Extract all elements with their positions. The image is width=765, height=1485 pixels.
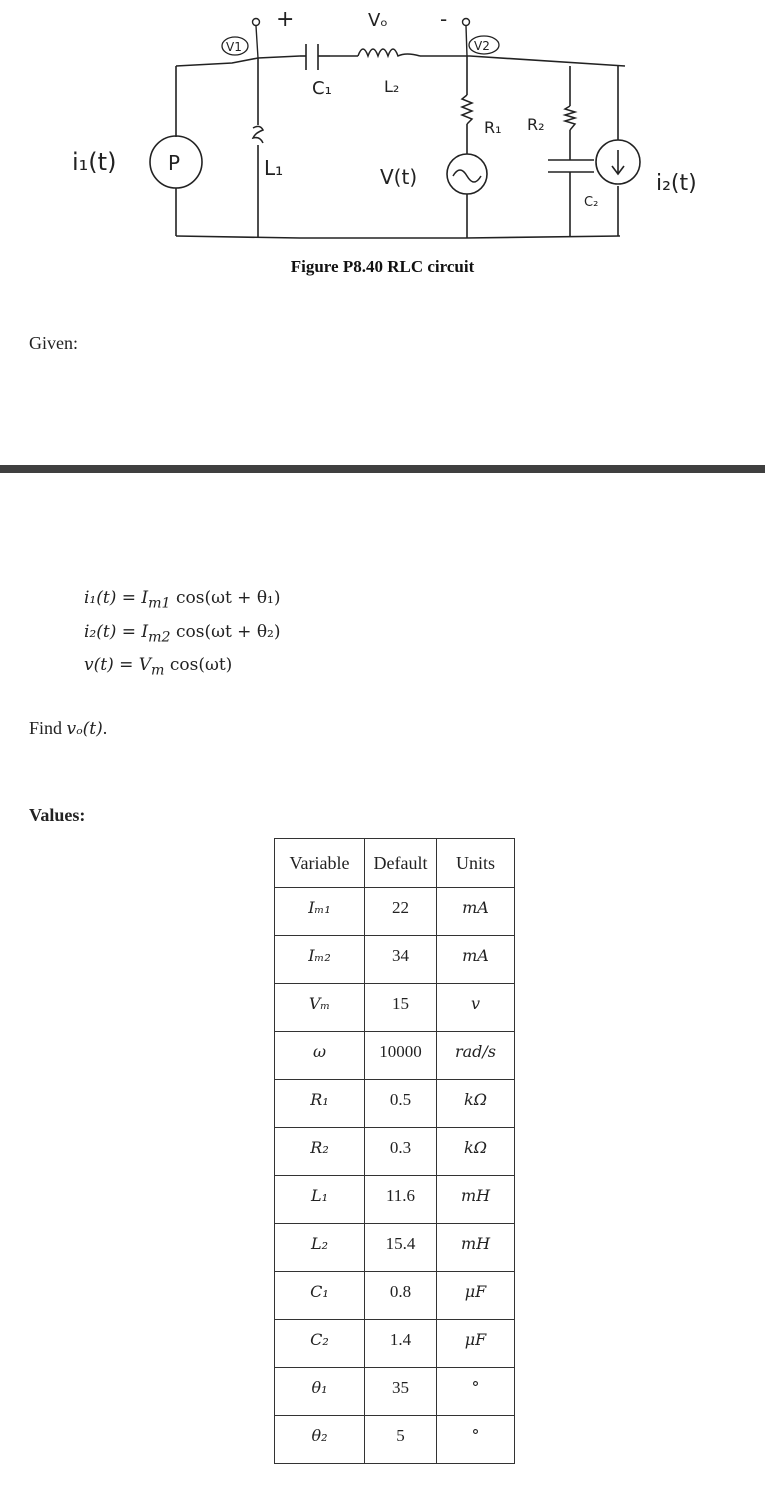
equation-i2: $i_2(t) = I_{m2}$ cos(ωt + θ₂) — [84, 622, 281, 646]
table-row: Iₘ₁ 22 mA — [275, 888, 515, 936]
equation-v: $v(t) = V_m$ cos(ωt) — [84, 655, 233, 679]
label-v2: V2 — [474, 39, 490, 53]
label-minus: - — [440, 7, 448, 31]
label-vt: V(t) — [380, 165, 418, 189]
terminal-minus — [463, 19, 470, 26]
values-label: Values: — [29, 805, 86, 825]
inductor-l1-symbol — [253, 126, 263, 143]
figure-caption: Figure P8.40 RLC circuit — [290, 257, 475, 276]
given-label: Given: — [29, 333, 78, 353]
inductor-l2-symbol — [358, 49, 420, 56]
header-variable: Variable — [275, 839, 365, 888]
arrow-down-icon — [612, 150, 624, 174]
resistor-r2-symbol — [565, 106, 575, 130]
capacitor-c2-symbol — [548, 160, 594, 186]
values-table — [274, 838, 515, 1464]
terminal-plus — [253, 19, 260, 26]
label-r2: R₂ — [527, 115, 545, 134]
table-row: R₁ 0.5 kΩ — [275, 1080, 515, 1128]
wire-top-left — [176, 56, 300, 66]
capacitor-c1-symbol — [300, 44, 330, 70]
section-divider — [0, 465, 765, 473]
label-i1: i₁(t) — [72, 148, 117, 176]
voltage-source-vt — [447, 154, 487, 194]
circuit-figure — [0, 0, 765, 290]
label-p: P — [168, 151, 181, 175]
label-v1: V1 — [226, 40, 242, 54]
label-plus: + — [276, 7, 295, 32]
header-default: Default — [365, 839, 437, 888]
wire-top-right — [420, 56, 625, 66]
resistor-r1-symbol — [462, 95, 472, 124]
label-c1: C₁ — [312, 78, 332, 99]
header-units: Units — [437, 839, 515, 888]
table-row: θ₂ 5 ° — [275, 1416, 515, 1464]
label-c2: C₂ — [584, 195, 599, 210]
find-statement: Find vₒ(t). — [29, 718, 108, 739]
wire-bottom — [176, 236, 620, 238]
table-row: L₁ 11.6 mH — [275, 1176, 515, 1224]
label-l2: L₂ — [384, 77, 400, 96]
table-row: ω 10000 rad/s — [275, 1032, 515, 1080]
label-r1: R₁ — [484, 118, 502, 137]
sine-icon — [453, 170, 481, 182]
equation-i1: $i_1(t) = I_{m1}$ cos(ωt + θ₁) — [84, 588, 281, 612]
label-i2: i₂(t) — [656, 171, 697, 196]
table-header-row — [275, 839, 515, 888]
table-row: C₁ 0.8 μF — [275, 1272, 515, 1320]
circuit-diagram — [0, 0, 765, 290]
table-row: R₂ 0.3 kΩ — [275, 1128, 515, 1176]
label-l1: L₁ — [264, 156, 284, 180]
label-vo: Vₒ — [368, 10, 388, 31]
table-row: C₂ 1.4 μF — [275, 1320, 515, 1368]
table-row: θ₁ 35 ° — [275, 1368, 515, 1416]
table-row: Iₘ₂ 34 mA — [275, 936, 515, 984]
table-row: L₂ 15.4 mH — [275, 1224, 515, 1272]
table-row: Vₘ 15 v — [275, 984, 515, 1032]
